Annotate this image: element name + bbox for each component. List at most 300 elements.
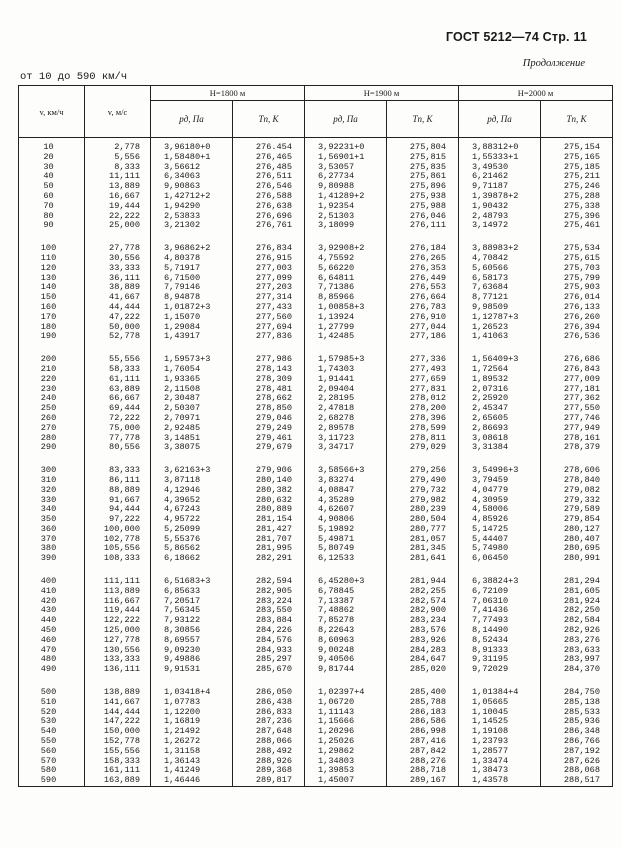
cell-pressure-1900: 5,49871 bbox=[305, 535, 387, 545]
cell-pressure-2000: 1,39878+2 bbox=[459, 192, 541, 202]
cell-pressure-1900: 1,39853 bbox=[305, 766, 387, 776]
cell-pressure-2000: 9,71187 bbox=[459, 182, 541, 192]
cell-v-ms: 88,889 bbox=[85, 486, 151, 496]
table-row bbox=[19, 355, 613, 365]
table-row bbox=[19, 496, 613, 506]
cell-temp-1900: 284,283 bbox=[387, 646, 459, 656]
cell-pressure-1900: 1,42485 bbox=[305, 332, 387, 342]
cell-v-kmh: 210 bbox=[19, 365, 85, 375]
cell-temp-1800: 279,461 bbox=[233, 434, 305, 444]
cell-pressure-1900: 2,68278 bbox=[305, 414, 387, 424]
cell-temp-2000: 279,332 bbox=[541, 496, 613, 506]
cell-pressure-1900: 4,08847 bbox=[305, 486, 387, 496]
cell-temp-1800: 279,906 bbox=[233, 466, 305, 476]
cell-temp-2000: 281,924 bbox=[541, 597, 613, 607]
cell-v-ms: 136,111 bbox=[85, 665, 151, 675]
cell-pressure-1800: 2,11508 bbox=[151, 385, 233, 395]
cell-temp-2000: 275,703 bbox=[541, 264, 613, 274]
cell-v-kmh: 490 bbox=[19, 665, 85, 675]
cell-temp-1900: 276,553 bbox=[387, 283, 459, 293]
cell-temp-2000: 280,407 bbox=[541, 535, 613, 545]
cell-v-kmh: 240 bbox=[19, 394, 85, 404]
table-row bbox=[19, 424, 613, 434]
cell-pressure-1800: 2,53833 bbox=[151, 212, 233, 222]
cell-temp-2000: 276,014 bbox=[541, 293, 613, 303]
cell-pressure-2000: 9,31195 bbox=[459, 655, 541, 665]
cell-v-kmh: 440 bbox=[19, 616, 85, 626]
cell-pressure-2000: 1,12787+3 bbox=[459, 313, 541, 323]
cell-pressure-2000: 2,48793 bbox=[459, 212, 541, 222]
cell-temp-1800: 276,834 bbox=[233, 244, 305, 254]
range-label: от 10 до 590 км/ч bbox=[20, 71, 128, 83]
cell-pressure-2000: 4,04779 bbox=[459, 486, 541, 496]
cell-pressure-1900: 1,06720 bbox=[305, 698, 387, 708]
cell-temp-2000: 275,799 bbox=[541, 274, 613, 284]
cell-temp-1800: 279,046 bbox=[233, 414, 305, 424]
cell-temp-1800: 278,309 bbox=[233, 375, 305, 385]
cell-v-kmh: 220 bbox=[19, 375, 85, 385]
cell-pressure-1900: 8,85966 bbox=[305, 293, 387, 303]
cell-pressure-2000: 1,23793 bbox=[459, 737, 541, 747]
cell-pressure-2000: 1,90432 bbox=[459, 202, 541, 212]
cell-pressure-1900: 1,74303 bbox=[305, 365, 387, 375]
cell-v-ms: 72,222 bbox=[85, 414, 151, 424]
cell-v-ms: 83,333 bbox=[85, 466, 151, 476]
cell-temp-1900: 276,783 bbox=[387, 303, 459, 313]
cell-pressure-2000: 6,06450 bbox=[459, 554, 541, 564]
cell-v-kmh: 380 bbox=[19, 544, 85, 554]
table-row bbox=[19, 293, 613, 303]
cell-pressure-1800: 9,09230 bbox=[151, 646, 233, 656]
cell-pressure-1900: 2,09404 bbox=[305, 385, 387, 395]
cell-temp-1800: 281,995 bbox=[233, 544, 305, 554]
cell-temp-1800: 276,915 bbox=[233, 254, 305, 264]
cell-v-ms: 125,000 bbox=[85, 626, 151, 636]
cell-pressure-1800: 1,59573+3 bbox=[151, 355, 233, 365]
cell-v-ms: 152,778 bbox=[85, 737, 151, 747]
table-row bbox=[19, 221, 613, 231]
cell-pressure-1900: 8,22643 bbox=[305, 626, 387, 636]
cell-v-ms: 144,444 bbox=[85, 708, 151, 718]
header-temperature: Tп, К bbox=[233, 101, 305, 138]
cell-pressure-1800: 1,16819 bbox=[151, 717, 233, 727]
cell-v-kmh: 160 bbox=[19, 303, 85, 313]
block-spacer bbox=[19, 231, 613, 244]
cell-pressure-2000: 3,31384 bbox=[459, 443, 541, 453]
cell-pressure-1900: 3,18099 bbox=[305, 221, 387, 231]
cell-v-ms: 50,000 bbox=[85, 323, 151, 333]
cell-temp-2000: 276,686 bbox=[541, 355, 613, 365]
cell-v-ms: 75,000 bbox=[85, 424, 151, 434]
cell-temp-1900: 277,659 bbox=[387, 375, 459, 385]
cell-v-kmh: 200 bbox=[19, 355, 85, 365]
cell-temp-1900: 279,732 bbox=[387, 486, 459, 496]
cell-temp-1800: 276,485 bbox=[233, 163, 305, 173]
cell-temp-1900: 277,336 bbox=[387, 355, 459, 365]
cell-pressure-1800: 1,31158 bbox=[151, 747, 233, 757]
cell-temp-1900: 288,276 bbox=[387, 757, 459, 767]
header-pressure: pд, Па bbox=[459, 101, 541, 138]
cell-pressure-1900: 6,78845 bbox=[305, 587, 387, 597]
cell-v-ms: 11,111 bbox=[85, 172, 151, 182]
table-row bbox=[19, 466, 613, 476]
cell-v-kmh: 150 bbox=[19, 293, 85, 303]
cell-pressure-2000: 1,33474 bbox=[459, 757, 541, 767]
cell-pressure-1900: 3,92231+0 bbox=[305, 138, 387, 153]
cell-pressure-2000: 3,88312+0 bbox=[459, 138, 541, 153]
cell-temp-2000: 286,766 bbox=[541, 737, 613, 747]
cell-pressure-1800: 3,62163+3 bbox=[151, 466, 233, 476]
cell-pressure-1800: 5,25099 bbox=[151, 525, 233, 535]
cell-v-ms: 38,889 bbox=[85, 283, 151, 293]
cell-temp-1900: 276,353 bbox=[387, 264, 459, 274]
cell-pressure-1900: 6,27734 bbox=[305, 172, 387, 182]
cell-v-kmh: 370 bbox=[19, 535, 85, 545]
cell-pressure-1800: 1,15070 bbox=[151, 313, 233, 323]
table-row bbox=[19, 505, 613, 515]
cell-v-ms: 25,000 bbox=[85, 221, 151, 231]
cell-temp-1900: 280,239 bbox=[387, 505, 459, 515]
header-h1900: H=1900 м bbox=[305, 86, 459, 101]
cell-temp-1800: 288,492 bbox=[233, 747, 305, 757]
cell-temp-1900: 286,586 bbox=[387, 717, 459, 727]
cell-v-ms: 163,889 bbox=[85, 776, 151, 786]
cell-temp-1900: 276,664 bbox=[387, 293, 459, 303]
cell-temp-1900: 278,811 bbox=[387, 434, 459, 444]
cell-v-ms: 13,889 bbox=[85, 182, 151, 192]
cell-pressure-2000: 4,30959 bbox=[459, 496, 541, 506]
cell-temp-2000: 283,276 bbox=[541, 636, 613, 646]
cell-temp-1800: 288,066 bbox=[233, 737, 305, 747]
cell-pressure-1800: 4,95722 bbox=[151, 515, 233, 525]
cell-v-ms: 47,222 bbox=[85, 313, 151, 323]
cell-temp-2000: 277,949 bbox=[541, 424, 613, 434]
cell-temp-2000: 287,626 bbox=[541, 757, 613, 767]
cell-pressure-2000: 1,56409+3 bbox=[459, 355, 541, 365]
cell-temp-1800: 280,889 bbox=[233, 505, 305, 515]
cell-temp-2000: 277,009 bbox=[541, 375, 613, 385]
table-row bbox=[19, 375, 613, 385]
cell-pressure-1800: 2,70971 bbox=[151, 414, 233, 424]
cell-v-ms: 94,444 bbox=[85, 505, 151, 515]
cell-temp-1800: 277,433 bbox=[233, 303, 305, 313]
cell-v-ms: 97,222 bbox=[85, 515, 151, 525]
header-pressure: pд, Па bbox=[151, 101, 233, 138]
cell-pressure-2000: 6,38824+3 bbox=[459, 577, 541, 587]
table-row bbox=[19, 776, 613, 786]
cell-v-kmh: 250 bbox=[19, 404, 85, 414]
cell-temp-2000: 287,192 bbox=[541, 747, 613, 757]
cell-pressure-2000: 9,72029 bbox=[459, 665, 541, 675]
cell-pressure-1800: 4,39652 bbox=[151, 496, 233, 506]
cell-temp-1800: 281,707 bbox=[233, 535, 305, 545]
header-temperature: Tп, К bbox=[387, 101, 459, 138]
cell-temp-1800: 277,203 bbox=[233, 283, 305, 293]
cell-v-kmh: 350 bbox=[19, 515, 85, 525]
cell-temp-1800: 277,003 bbox=[233, 264, 305, 274]
cell-temp-2000: 275,396 bbox=[541, 212, 613, 222]
cell-v-kmh: 560 bbox=[19, 747, 85, 757]
cell-temp-1800: 280,632 bbox=[233, 496, 305, 506]
cell-v-kmh: 430 bbox=[19, 606, 85, 616]
cell-temp-1800: 281,427 bbox=[233, 525, 305, 535]
cell-v-kmh: 290 bbox=[19, 443, 85, 453]
cell-v-kmh: 260 bbox=[19, 414, 85, 424]
cell-temp-2000: 283,997 bbox=[541, 655, 613, 665]
cell-v-kmh: 320 bbox=[19, 486, 85, 496]
table-row bbox=[19, 303, 613, 313]
cell-temp-2000: 283,633 bbox=[541, 646, 613, 656]
cell-v-kmh: 120 bbox=[19, 264, 85, 274]
cell-temp-1900: 275,804 bbox=[387, 138, 459, 153]
cell-temp-2000: 275,165 bbox=[541, 153, 613, 163]
cell-pressure-2000: 1,43578 bbox=[459, 776, 541, 786]
cell-pressure-1900: 3,92908+2 bbox=[305, 244, 387, 254]
cell-v-ms: 69,444 bbox=[85, 404, 151, 414]
cell-pressure-2000: 1,28577 bbox=[459, 747, 541, 757]
cell-pressure-1900: 8,60963 bbox=[305, 636, 387, 646]
cell-temp-1900: 281,345 bbox=[387, 544, 459, 554]
cell-pressure-2000: 3,14972 bbox=[459, 221, 541, 231]
cell-v-ms: 150,000 bbox=[85, 727, 151, 737]
cell-temp-2000: 276,133 bbox=[541, 303, 613, 313]
cell-v-ms: 158,333 bbox=[85, 757, 151, 767]
cell-temp-1900: 279,029 bbox=[387, 443, 459, 453]
cell-temp-1800: 276,546 bbox=[233, 182, 305, 192]
cell-pressure-1900: 1,15666 bbox=[305, 717, 387, 727]
cell-pressure-1800: 2,30487 bbox=[151, 394, 233, 404]
cell-pressure-2000: 1,55333+1 bbox=[459, 153, 541, 163]
cell-pressure-2000: 4,58006 bbox=[459, 505, 541, 515]
cell-pressure-2000: 6,21462 bbox=[459, 172, 541, 182]
cell-temp-1900: 282,255 bbox=[387, 587, 459, 597]
cell-pressure-1800: 2,92485 bbox=[151, 424, 233, 434]
cell-temp-1900: 275,988 bbox=[387, 202, 459, 212]
cell-temp-1800: 276.454 bbox=[233, 138, 305, 153]
cell-temp-2000: 275,461 bbox=[541, 221, 613, 231]
cell-v-ms: 16,667 bbox=[85, 192, 151, 202]
cell-pressure-1900: 6,45280+3 bbox=[305, 577, 387, 587]
table-row bbox=[19, 394, 613, 404]
cell-v-ms: 113,889 bbox=[85, 587, 151, 597]
cell-v-ms: 122,222 bbox=[85, 616, 151, 626]
cell-pressure-1800: 7,20517 bbox=[151, 597, 233, 607]
table-row bbox=[19, 254, 613, 264]
cell-pressure-2000: 7,41436 bbox=[459, 606, 541, 616]
cell-pressure-1800: 6,71500 bbox=[151, 274, 233, 284]
cell-pressure-1800: 6,34063 bbox=[151, 172, 233, 182]
cell-pressure-2000: 1,89532 bbox=[459, 375, 541, 385]
cell-pressure-1900: 1,13924 bbox=[305, 313, 387, 323]
cell-pressure-2000: 8,77121 bbox=[459, 293, 541, 303]
cell-temp-1800: 279,679 bbox=[233, 443, 305, 453]
cell-temp-2000: 277,746 bbox=[541, 414, 613, 424]
cell-temp-1900: 283,576 bbox=[387, 626, 459, 636]
cell-temp-2000: 277,181 bbox=[541, 385, 613, 395]
cell-pressure-1900: 7,48862 bbox=[305, 606, 387, 616]
table-row bbox=[19, 313, 613, 323]
cell-temp-1900: 286,998 bbox=[387, 727, 459, 737]
cell-pressure-2000: 3,08618 bbox=[459, 434, 541, 444]
block-spacer bbox=[19, 342, 613, 355]
cell-pressure-1800: 6,18662 bbox=[151, 554, 233, 564]
cell-pressure-2000: 1,41063 bbox=[459, 332, 541, 342]
cell-pressure-2000: 1,14525 bbox=[459, 717, 541, 727]
cell-v-ms: 155,556 bbox=[85, 747, 151, 757]
cell-temp-1800: 283,224 bbox=[233, 597, 305, 607]
cell-pressure-1900: 4,62607 bbox=[305, 505, 387, 515]
cell-pressure-1900: 1,92354 bbox=[305, 202, 387, 212]
cell-temp-1900: 283,234 bbox=[387, 616, 459, 626]
cell-v-ms: 19,444 bbox=[85, 202, 151, 212]
cell-pressure-2000: 3,79459 bbox=[459, 476, 541, 486]
cell-pressure-1900: 1,34803 bbox=[305, 757, 387, 767]
cell-temp-2000: 279,082 bbox=[541, 486, 613, 496]
cell-v-kmh: 590 bbox=[19, 776, 85, 786]
cell-pressure-1800: 1,42712+2 bbox=[151, 192, 233, 202]
cell-temp-2000: 284,750 bbox=[541, 688, 613, 698]
cell-pressure-1800: 1,43917 bbox=[151, 332, 233, 342]
cell-temp-2000: 285,138 bbox=[541, 698, 613, 708]
cell-temp-1900: 282,900 bbox=[387, 606, 459, 616]
cell-temp-1900: 279,490 bbox=[387, 476, 459, 486]
cell-v-ms: 102,778 bbox=[85, 535, 151, 545]
cell-temp-2000: 276,843 bbox=[541, 365, 613, 375]
cell-v-kmh: 70 bbox=[19, 202, 85, 212]
data-table bbox=[18, 85, 613, 787]
cell-pressure-1900: 1,20296 bbox=[305, 727, 387, 737]
cell-temp-1800: 286,833 bbox=[233, 708, 305, 718]
cell-pressure-1900: 1,41289+2 bbox=[305, 192, 387, 202]
header-v-kmh: v, км/ч bbox=[19, 86, 85, 138]
cell-temp-1900: 276,111 bbox=[387, 221, 459, 231]
cell-pressure-1800: 7,79146 bbox=[151, 283, 233, 293]
cell-v-kmh: 50 bbox=[19, 182, 85, 192]
cell-temp-1900: 275,835 bbox=[387, 163, 459, 173]
table-body bbox=[19, 138, 613, 787]
cell-pressure-2000: 9,98509 bbox=[459, 303, 541, 313]
table-row bbox=[19, 163, 613, 173]
table-row bbox=[19, 414, 613, 424]
cell-pressure-2000: 4,70842 bbox=[459, 254, 541, 264]
cell-temp-2000: 275,246 bbox=[541, 182, 613, 192]
cell-pressure-1900: 9,00248 bbox=[305, 646, 387, 656]
cell-temp-1800: 283,550 bbox=[233, 606, 305, 616]
cell-temp-2000: 280,991 bbox=[541, 554, 613, 564]
cell-temp-2000: 288,068 bbox=[541, 766, 613, 776]
cell-temp-2000: 275,154 bbox=[541, 138, 613, 153]
cell-v-kmh: 140 bbox=[19, 283, 85, 293]
table-row bbox=[19, 486, 613, 496]
cell-v-kmh: 410 bbox=[19, 587, 85, 597]
cell-temp-1800: 287,236 bbox=[233, 717, 305, 727]
cell-pressure-2000: 1,05665 bbox=[459, 698, 541, 708]
cell-v-ms: 63,889 bbox=[85, 385, 151, 395]
cell-temp-1800: 285,297 bbox=[233, 655, 305, 665]
cell-pressure-2000: 1,01384+4 bbox=[459, 688, 541, 698]
cell-pressure-1800: 1,07783 bbox=[151, 698, 233, 708]
cell-temp-1900: 277,186 bbox=[387, 332, 459, 342]
cell-temp-1900: 281,641 bbox=[387, 554, 459, 564]
cell-temp-1800: 276,588 bbox=[233, 192, 305, 202]
cell-pressure-2000: 3,54996+3 bbox=[459, 466, 541, 476]
cell-v-kmh: 130 bbox=[19, 274, 85, 284]
cell-pressure-2000: 1,19108 bbox=[459, 727, 541, 737]
cell-temp-2000: 280,695 bbox=[541, 544, 613, 554]
cell-temp-1800: 280,382 bbox=[233, 486, 305, 496]
cell-temp-1800: 276,465 bbox=[233, 153, 305, 163]
cell-v-kmh: 480 bbox=[19, 655, 85, 665]
cell-pressure-1800: 5,55376 bbox=[151, 535, 233, 545]
cell-v-kmh: 310 bbox=[19, 476, 85, 486]
cell-pressure-1800: 3,38075 bbox=[151, 443, 233, 453]
cell-pressure-2000: 1,38473 bbox=[459, 766, 541, 776]
cell-temp-1800: 281,154 bbox=[233, 515, 305, 525]
cell-pressure-1800: 3,56612 bbox=[151, 163, 233, 173]
cell-temp-1900: 276,184 bbox=[387, 244, 459, 254]
cell-pressure-1900: 1,27799 bbox=[305, 323, 387, 333]
cell-temp-2000: 275,211 bbox=[541, 172, 613, 182]
cell-v-ms: 91,667 bbox=[85, 496, 151, 506]
cell-pressure-2000: 5,44407 bbox=[459, 535, 541, 545]
cell-pressure-2000: 2,07316 bbox=[459, 385, 541, 395]
cell-pressure-1900: 9,40506 bbox=[305, 655, 387, 665]
cell-temp-2000: 285,936 bbox=[541, 717, 613, 727]
cell-temp-1900: 279,982 bbox=[387, 496, 459, 506]
cell-pressure-1800: 1,21492 bbox=[151, 727, 233, 737]
cell-v-kmh: 570 bbox=[19, 757, 85, 767]
table-row bbox=[19, 202, 613, 212]
cell-temp-2000: 275,903 bbox=[541, 283, 613, 293]
cell-pressure-1800: 3,21302 bbox=[151, 221, 233, 231]
cell-v-kmh: 110 bbox=[19, 254, 85, 264]
table-row bbox=[19, 274, 613, 284]
cell-v-ms: 127,778 bbox=[85, 636, 151, 646]
cell-pressure-1800: 1,76054 bbox=[151, 365, 233, 375]
cell-temp-1800: 285,670 bbox=[233, 665, 305, 675]
cell-temp-1800: 289,368 bbox=[233, 766, 305, 776]
cell-temp-1900: 281,057 bbox=[387, 535, 459, 545]
cell-v-ms: 119,444 bbox=[85, 606, 151, 616]
cell-pressure-2000: 7,63684 bbox=[459, 283, 541, 293]
table-row bbox=[19, 172, 613, 182]
table-row bbox=[19, 332, 613, 342]
cell-pressure-2000: 5,14725 bbox=[459, 525, 541, 535]
cell-v-ms: 147,222 bbox=[85, 717, 151, 727]
table-row bbox=[19, 244, 613, 254]
cell-v-kmh: 420 bbox=[19, 597, 85, 607]
table-row bbox=[19, 476, 613, 486]
cell-temp-1900: 285,788 bbox=[387, 698, 459, 708]
cell-temp-2000: 275,534 bbox=[541, 244, 613, 254]
table-row bbox=[19, 283, 613, 293]
cell-v-kmh: 520 bbox=[19, 708, 85, 718]
cell-pressure-2000: 2,45347 bbox=[459, 404, 541, 414]
cell-pressure-1800: 3,96862+2 bbox=[151, 244, 233, 254]
cell-temp-1800: 276,511 bbox=[233, 172, 305, 182]
cell-temp-1800: 284,226 bbox=[233, 626, 305, 636]
cell-temp-1900: 288,718 bbox=[387, 766, 459, 776]
cell-v-ms: 8,333 bbox=[85, 163, 151, 173]
cell-temp-1800: 288,926 bbox=[233, 757, 305, 767]
cell-v-kmh: 580 bbox=[19, 766, 85, 776]
cell-v-kmh: 60 bbox=[19, 192, 85, 202]
cell-v-kmh: 190 bbox=[19, 332, 85, 342]
header-pressure: pд, Па bbox=[305, 101, 387, 138]
cell-pressure-1900: 2,89578 bbox=[305, 424, 387, 434]
cell-v-ms: 52,778 bbox=[85, 332, 151, 342]
cell-pressure-1900: 1,91441 bbox=[305, 375, 387, 385]
